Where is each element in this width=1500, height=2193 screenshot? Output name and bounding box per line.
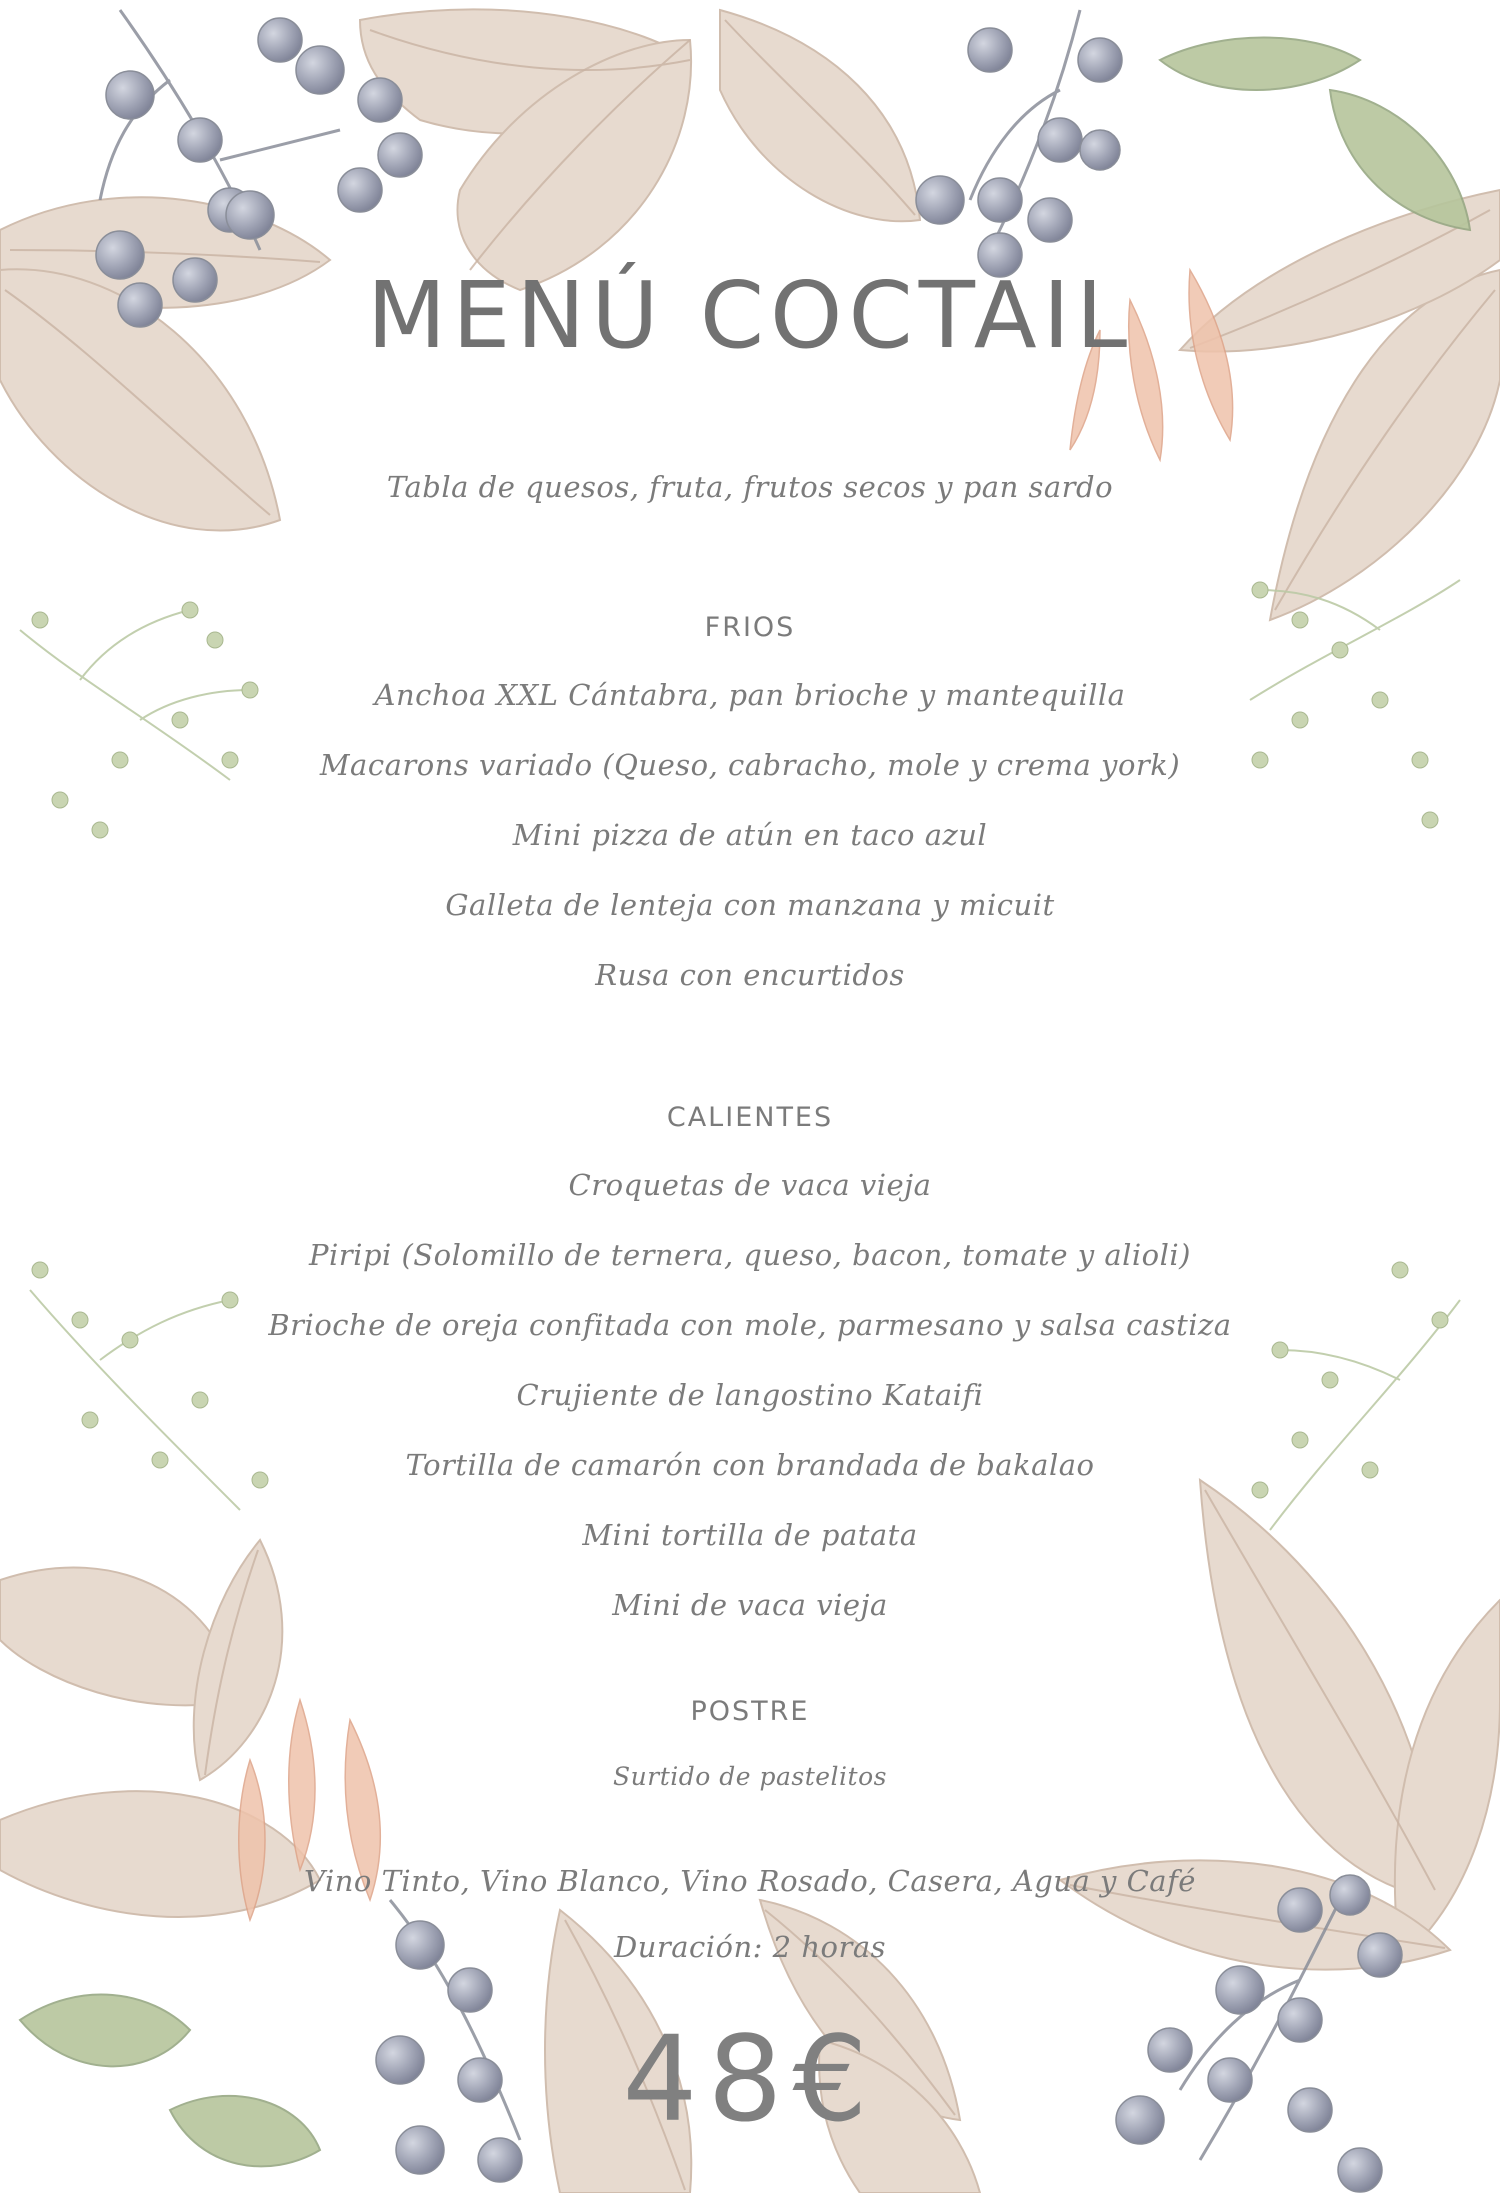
section-heading-calientes: CALIENTES [666,1102,834,1133]
menu-title: MENÚ COCTAIL [366,262,1134,369]
menu-item: Tortilla de camarón con brandada de bakalao [405,1448,1095,1482]
menu-item: Croquetas de vaca vieja [568,1168,932,1202]
menu-item: Macarons variado (Queso, cabracho, mole y crema york) [319,748,1181,782]
duration-line: Duración: 2 horas [613,1930,887,1964]
section-heading-postre: POSTRE [690,1696,810,1727]
menu-item: Crujiente de langostino Kataifi [516,1378,984,1412]
menu-item: Rusa con encurtidos [595,958,905,992]
drinks-line: Vino Tinto, Vino Blanco, Vino Rosado, Casera, Agua y Café [304,1864,1196,1898]
menu-item: Anchoa XXL Cántabra, pan brioche y mantequilla [374,678,1126,712]
intro-line: Tabla de quesos, fruta, frutos secos y pan sardo [386,470,1114,504]
menu-item: Mini de vaca vieja [612,1588,888,1622]
menu-item: Galleta de lenteja con manzana y micuit [445,888,1055,922]
menu-item: Mini pizza de atún en taco azul [512,818,988,852]
menu-item: Brioche de oreja confitada con mole, parmesano y salsa castiza [268,1308,1232,1342]
menu-item: Mini tortilla de patata [582,1518,918,1552]
section-heading-frios: FRIOS [704,612,796,643]
menu-item: Surtido de pastelitos [613,1762,887,1791]
price: 48€ [622,2010,878,2148]
menu-item: Piripi (Solomillo de ternera, queso, bacon, tomate y alioli) [309,1238,1191,1272]
